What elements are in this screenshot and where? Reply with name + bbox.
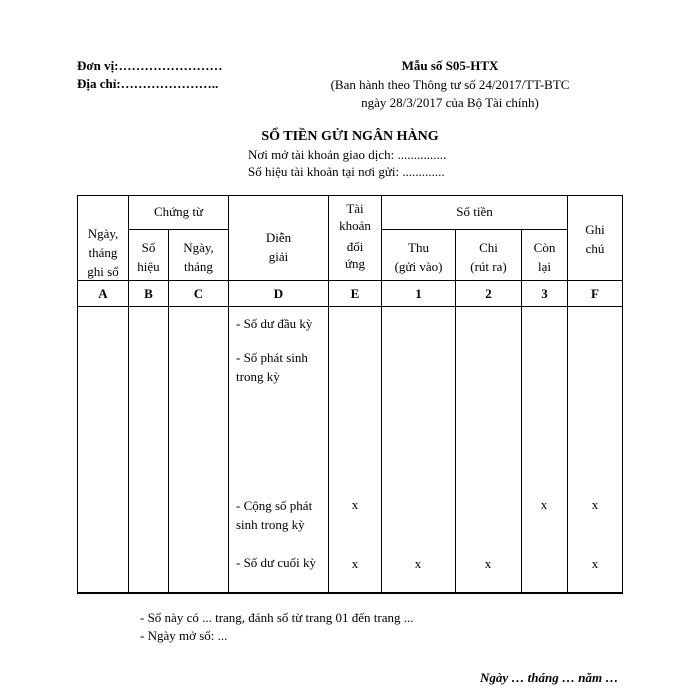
- code-2: 2: [485, 286, 492, 301]
- header-voucher-number: Số hiệu: [137, 240, 160, 274]
- code-e: E: [350, 286, 360, 301]
- header-amount: Số tiền: [456, 204, 493, 219]
- mark-total-account: x: [351, 497, 359, 512]
- footer-open-date: - Ngày mở sổ: ...: [140, 628, 228, 643]
- header-counter-account: Tài khoản đối ứng: [339, 201, 371, 271]
- header-withdrawal: Chi (rút ra): [470, 240, 507, 274]
- code-a: A: [98, 286, 108, 301]
- code-1: 1: [415, 286, 422, 301]
- row-total-arising: - Cộng số phát sinh trong kỳ: [236, 498, 313, 532]
- mark-closing-note: x: [591, 556, 599, 571]
- header-date-recorded: Ngày, tháng ghi sổ: [87, 226, 119, 279]
- account-place: Nơi mở tài khoản giao dịch: ...............: [248, 147, 447, 162]
- issued-line-2: ngày 28/3/2017 của Bộ Tài chính): [361, 95, 539, 110]
- code-f: F: [591, 286, 599, 301]
- page-title: SỔ TIỀN GỬI NGÂN HÀNG: [261, 129, 439, 144]
- header-balance: Còn lại: [533, 240, 556, 274]
- header-voucher-date: Ngày, tháng: [183, 240, 214, 274]
- mark-closing-in: x: [414, 556, 422, 571]
- footer-pages: - Sổ này có ... trang, đánh số từ trang 01 đến trang ...: [140, 610, 414, 625]
- footer-date-line: Ngày … tháng … năm …: [480, 670, 619, 685]
- address-label: Địa chỉ:…………………..: [77, 76, 219, 91]
- row-closing-balance: - Số dư cuối kỳ: [236, 555, 316, 570]
- mark-total-balance: x: [540, 497, 548, 512]
- unit-label: Đơn vị:……………………: [77, 58, 223, 73]
- mark-total-note: x: [591, 497, 599, 512]
- account-number: Số hiệu tài khoản tại nơi gửi: .............: [248, 164, 445, 179]
- header-deposit: Thu (gửi vào): [394, 240, 443, 274]
- row-arising: - Số phát sinh trong kỳ: [236, 350, 308, 384]
- code-b: B: [144, 286, 153, 301]
- row-opening-balance: - Số dư đầu kỳ: [236, 316, 313, 331]
- header-description: Diễn giải: [265, 230, 292, 264]
- header-voucher: Chứng từ: [153, 204, 204, 219]
- form-code: Mẫu số S05-HTX: [401, 58, 499, 73]
- mark-closing-account: x: [351, 556, 359, 571]
- code-d: D: [273, 286, 284, 301]
- code-3: 3: [541, 286, 548, 301]
- header-note: Ghi chú: [585, 222, 605, 256]
- mark-closing-out: x: [484, 556, 492, 571]
- issued-line-1: (Ban hành theo Thông tư số 24/2017/TT-BTC: [330, 77, 570, 92]
- code-c: C: [193, 286, 204, 301]
